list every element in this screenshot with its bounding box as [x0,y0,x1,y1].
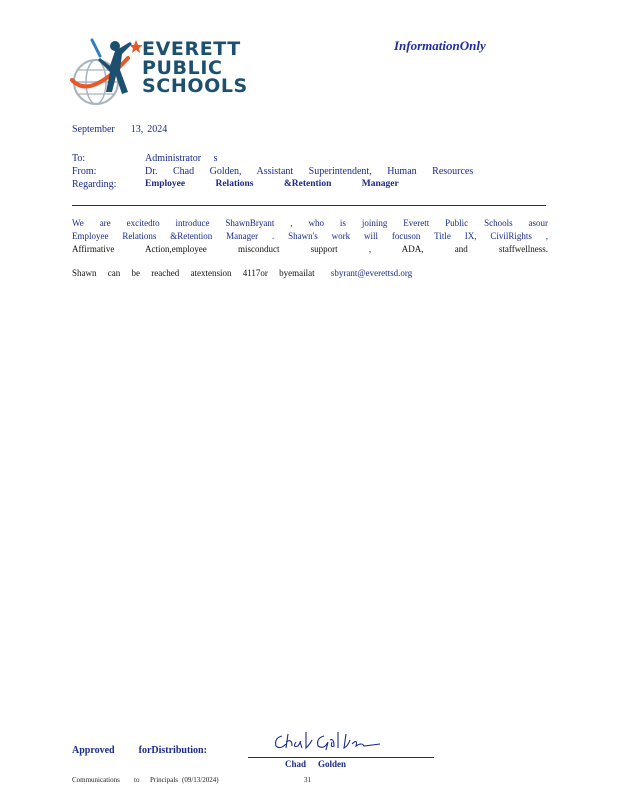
information-only-note: InformationOnly [394,38,486,53]
body-line-3: Affirmative Action,employee misconduct support , ADA, and staffwellness. [72,244,548,254]
signature-line [248,757,434,758]
logo-line-3: SCHOOLS [142,75,248,97]
signer-last: Golden [318,759,347,769]
footer-to: to [134,776,140,784]
date-day: 13, [130,124,144,135]
signer-name [285,759,346,769]
signer-first: Chad [285,759,307,769]
to-label: To: [72,153,86,164]
signature-image [272,728,382,754]
footer-page: 31 [304,776,311,784]
from-label: From: [72,166,97,177]
footer-recipient: Principals [150,776,178,784]
regarding-label: Regarding: [72,179,117,190]
logo-line-2: PUBLIC [142,56,223,79]
logo-line-1: EVERETT [142,38,241,60]
date-year: 2024 [147,124,168,135]
footer-date: (09/13/2024) [182,776,219,784]
from-value: Dr. Chad Golden, Assistant Superintendent, Human Resources [145,166,474,177]
regarding-value: Employee Relations &Retention Manager [145,179,399,189]
footer-category: Communications [72,776,120,784]
memo-date [72,124,183,135]
header-divider [72,205,546,206]
approved-label: Approved [72,745,115,756]
page-footer [72,776,372,786]
district-logo [70,34,255,114]
body-line-1: We are excitedto introduce ShawnBryant , who is joining Everett Public Schools asour [72,218,548,228]
email-link[interactable]: sbyrant@everettsd.org [330,268,413,278]
memo-body [72,217,548,256]
student-star-globe-icon [70,34,142,114]
contact-line [72,268,417,278]
approval-line [72,745,207,756]
distribution-label: forDistribution: [138,745,207,756]
contact-prefix: Shawn can be reached atextension 4117or byemailat [72,268,315,278]
to-value: Administrator s [145,153,218,164]
body-line-2: Employee Relations &Retention Manager . Shawn's work will focuson Title IX, CivilRights , [72,231,548,241]
logo-wordmark [142,40,248,96]
date-month: September [72,124,115,135]
